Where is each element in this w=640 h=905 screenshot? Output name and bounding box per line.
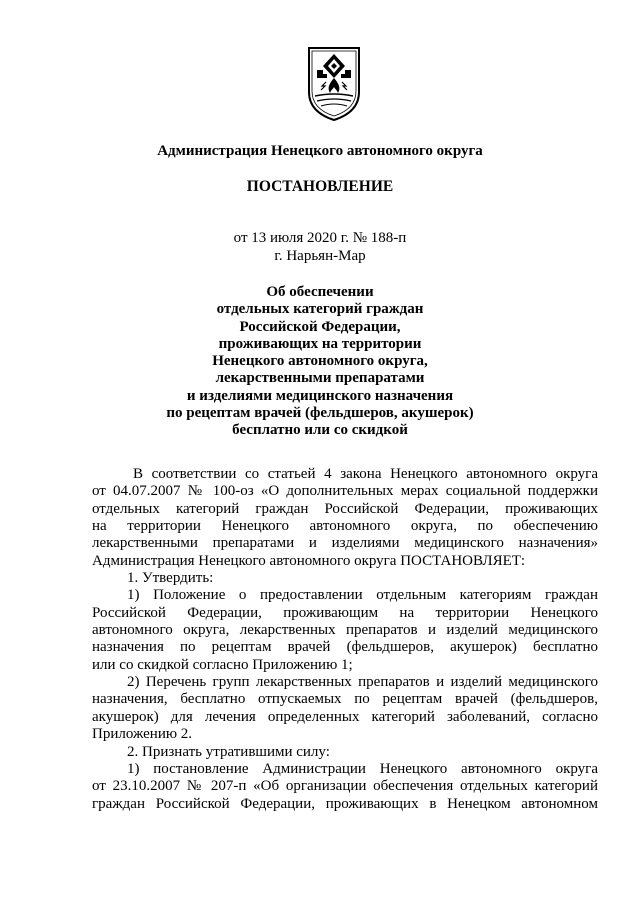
document-date-number: от 13 июля 2020 г. № 188-п: [233, 230, 407, 246]
document-type: ПОСТАНОВЛЕНИЕ: [246, 178, 394, 195]
body-line: отдельных категорий граждан Российской Федерации, проживающих: [92, 500, 598, 517]
document-body: [92, 466, 598, 813]
body-line: или со скидкой согласно Приложению 1;: [92, 656, 353, 673]
title-line: проживающих на территории: [218, 335, 422, 352]
body-line: акушерок) для лечения определенных категорий заболеваний, согласно: [92, 708, 598, 725]
body-line: назначения по рецептам врачей (фельдшеров, акушерок) бесплатно: [92, 639, 598, 656]
body-line: от 04.07.2007 № 100-оз «О дополнительных мерах социальной поддержки: [92, 483, 598, 500]
document-title: [0, 284, 640, 440]
document-city: г. Нарьян-Мар: [274, 248, 366, 264]
body-line: В соответствии со статьей 4 закона Ненецкого автономного округа: [133, 466, 598, 482]
body-line: Российской Федерации, проживающим на территории Ненецкого: [92, 604, 598, 621]
title-line: лекарственными препаратами: [215, 370, 425, 387]
title-line: бесплатно или со скидкой: [232, 422, 408, 439]
title-line: по рецептам врачей (фельдшеров, акушерок): [166, 405, 474, 422]
title-line: и изделиями медицинского назначения: [186, 387, 454, 404]
title-line: Российской Федерации,: [239, 318, 401, 335]
title-line: отдельных категорий граждан: [216, 301, 424, 318]
body-line: 2) Перечень групп лекарственных препаратов и изделий медицинского: [127, 674, 598, 691]
organization-name: Администрация Ненецкого автономного округа: [157, 143, 483, 159]
body-line: лекарственными препаратами и изделиями медицинского назначения»: [92, 535, 598, 552]
body-line: 1. Утвердить:: [127, 570, 214, 587]
body-line: назначения, бесплатно отпускаемых по рецептам врачей (фельдшеров,: [92, 691, 598, 708]
body-line: 2. Признать утратившими силу:: [127, 743, 330, 760]
title-line: Ненецкого автономного округа,: [212, 353, 428, 370]
body-line: 1) постановление Администрации Ненецкого автономного округа: [127, 760, 598, 777]
body-line: автономного округа, лекарственных препаратов и изделий медицинского: [92, 622, 598, 639]
body-line: Администрация Ненецкого автономного округа ПОСТАНОВЛЯЕТ:: [92, 552, 526, 569]
title-line: Об обеспечении: [266, 284, 374, 300]
body-line: Приложению 2.: [92, 726, 193, 743]
body-line: от 23.10.2007 № 207-п «Об организации обеспечения отдельных категорий: [92, 778, 598, 795]
body-line: граждан Российской Федерации, проживающих в Ненецком автономном: [92, 795, 598, 812]
coat-of-arms-icon: [305, 44, 363, 122]
body-line: на территории Ненецкого автономного округа, по обеспечению: [92, 518, 598, 535]
body-line: 1) Положение о предоставлении отдельным категориям граждан: [127, 587, 598, 604]
